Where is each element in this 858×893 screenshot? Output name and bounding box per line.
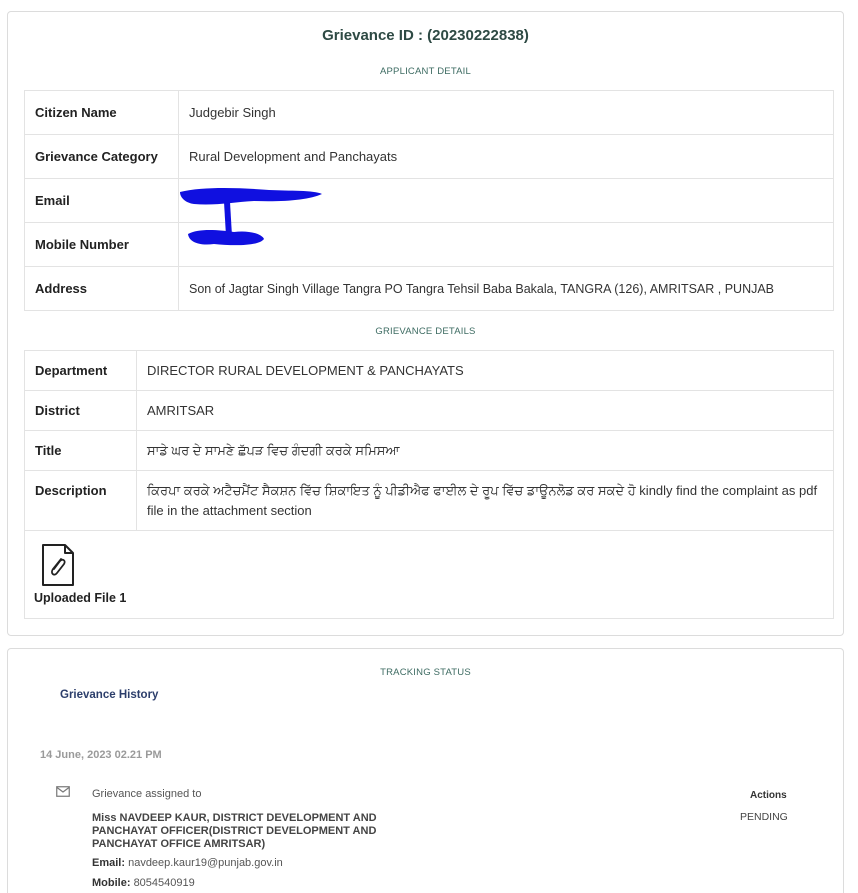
email-value: navdeep.kaur19@punjab.gov.in [128,857,283,869]
tracking-status-label: TRACKING STATUS [380,667,471,678]
department-label: Department [25,351,137,391]
table-row [25,391,834,431]
address-value: Son of Jagtar Singh Village Tangra PO Tangra Tehsil Baba Bakala, TANGRA (126), AMRITSAR , PUNJAB [179,267,834,311]
title-value: ਸਾਡੇ ਘਰ ਦੇ ਸਾਮਣੇ ਛੱਪੜ ਵਿਚ ਗੰਦਗੀ ਕਰਕੇ ਸਮਿਸਆ [137,431,834,471]
grievance-history-title: Grievance History [60,689,159,701]
assigned-officer: Miss NAVDEEP KAUR, DISTRICT DEVELOPMENT AND PANCHAYAT OFFICER(DISTRICT DEVELOPMENT AND PANCHAYAT OFFICE AMRITSAR) [92,812,377,850]
citizen-name-value: Judgebir Singh [179,91,834,135]
table-row [25,431,834,471]
mobile-number-label: Mobile Number [25,223,179,267]
district-label: District [25,391,137,431]
history-date: 14 June, 2023 02.21 PM [40,749,162,761]
title-label: Title [25,431,137,471]
table-row [25,471,834,531]
email-label: Email: [92,857,126,869]
table-row [25,531,834,619]
table-row [25,135,834,179]
mobile-value: 8054540919 [133,877,195,889]
table-row [25,179,834,223]
applicant-detail-label: APPLICANT DETAIL [379,66,471,77]
table-row [25,267,834,311]
tracking-status-card [7,648,844,893]
grievance-category-value: Rural Development and Panchayats [179,135,834,179]
district-value: AMRITSAR [137,391,834,431]
department-value: DIRECTOR RURAL DEVELOPMENT & PANCHAYATS [137,351,834,391]
table-row [25,223,834,267]
email-label: Email [25,179,179,223]
actions-label: Actions [750,790,787,801]
mail-icon [56,786,70,797]
uploaded-file-label[interactable]: Uploaded File 1 [34,591,127,605]
file-attachment-icon[interactable] [41,543,75,587]
grievance-detail-card [7,11,844,636]
officer-mobile [92,877,195,889]
address-label: Address [25,267,179,311]
table-row [25,91,834,135]
citizen-name-label: Citizen Name [25,91,179,135]
redaction-scribble [174,184,326,256]
grievance-details-label: GRIEVANCE DETAILS [375,326,476,337]
grievance-category-label: Grievance Category [25,135,179,179]
officer-email [92,857,283,869]
applicant-detail-table [24,90,834,311]
description-label: Description [25,471,137,531]
attachment-cell [25,531,834,619]
grievance-details-table [24,350,834,619]
status-badge: PENDING [740,811,788,823]
table-row [25,351,834,391]
assigned-to-label: Grievance assigned to [92,788,202,800]
grievance-id-title: Grievance ID : (20230222838) [322,27,529,44]
mobile-label: Mobile: [92,877,131,889]
description-value: ਕਿਰਪਾ ਕਰਕੇ ਅਟੈਚਮੈਂਟ ਸੈਕਸ਼ਨ ਵਿੱਚ ਸ਼ਿਕਾਇਤ ਨੂੰ ਪੀਡੀਐਫ ਫਾਈਲ ਦੇ ਰੂਪ ਵਿੱਚ ਡਾਊਨਲੋਡ ਕਰ ਸਕਦੇ ਹੋ kindly find the complaint as pdf file in the attachment section [137,471,834,531]
